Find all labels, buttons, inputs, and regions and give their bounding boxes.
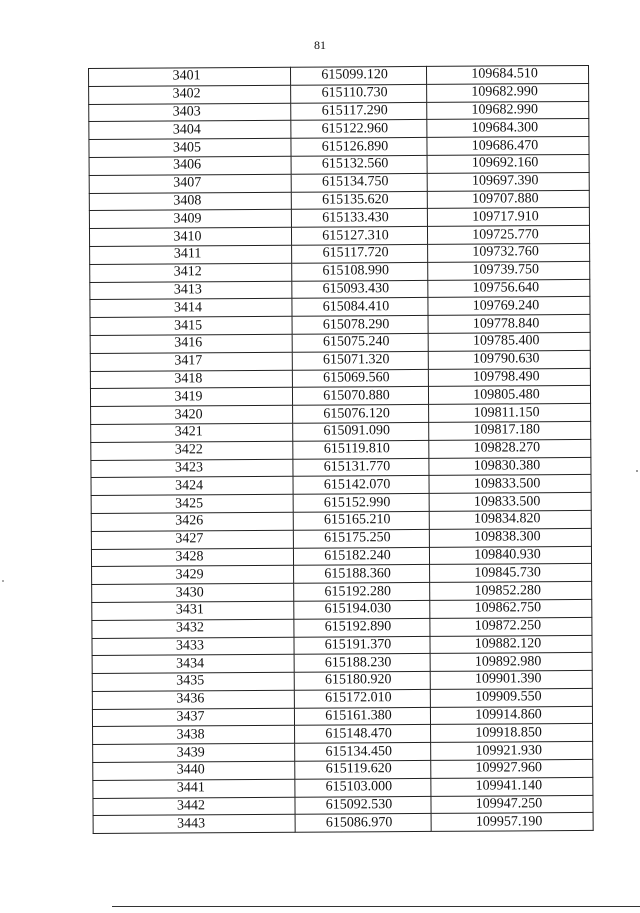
y-coordinate-cell: 109717.910 — [427, 208, 589, 227]
point-number-cell: 3419 — [90, 388, 292, 407]
x-coordinate-cell: 615119.620 — [295, 760, 431, 779]
point-number-cell: 3425 — [91, 494, 293, 513]
y-coordinate-cell: 109892.980 — [430, 653, 592, 672]
x-coordinate-cell: 615110.730 — [291, 84, 427, 103]
point-number-cell: 3441 — [93, 779, 295, 798]
point-number-cell: 3416 — [90, 334, 292, 353]
x-coordinate-cell: 615192.890 — [294, 618, 430, 637]
point-number-cell: 3437 — [92, 708, 294, 727]
x-coordinate-cell: 615084.410 — [292, 298, 428, 317]
y-coordinate-cell: 109686.470 — [427, 137, 589, 156]
x-coordinate-cell: 615135.620 — [291, 191, 427, 210]
scan-speck — [636, 470, 638, 472]
point-number-cell: 3428 — [91, 548, 293, 567]
point-number-cell: 3433 — [92, 637, 294, 656]
x-coordinate-cell: 615076.120 — [293, 405, 429, 424]
point-number-cell: 3424 — [91, 477, 293, 496]
point-number-cell: 3436 — [92, 690, 294, 709]
y-coordinate-cell: 109756.640 — [428, 279, 590, 298]
y-coordinate-cell: 109840.930 — [429, 546, 591, 565]
point-number-cell: 3401 — [89, 67, 291, 86]
y-coordinate-cell: 109845.730 — [430, 564, 592, 583]
y-coordinate-cell: 109778.840 — [428, 315, 590, 334]
y-coordinate-cell: 109811.150 — [429, 404, 591, 423]
point-number-cell: 3429 — [92, 566, 294, 585]
point-number-cell: 3421 — [91, 423, 293, 442]
x-coordinate-cell: 615117.290 — [291, 102, 427, 121]
point-number-cell: 3430 — [92, 583, 294, 602]
y-coordinate-cell: 109838.300 — [429, 528, 591, 547]
x-coordinate-cell: 615103.000 — [295, 778, 431, 797]
point-number-cell: 3412 — [90, 263, 292, 282]
point-number-cell: 3414 — [90, 299, 292, 318]
y-coordinate-cell: 109828.270 — [429, 439, 591, 458]
x-coordinate-cell: 615119.810 — [293, 440, 429, 459]
x-coordinate-cell: 615180.920 — [294, 672, 430, 691]
x-coordinate-cell: 615133.430 — [291, 209, 427, 228]
point-number-cell: 3413 — [90, 281, 292, 300]
point-number-cell: 3438 — [93, 726, 295, 745]
point-number-cell: 3434 — [92, 655, 294, 674]
x-coordinate-cell: 615188.230 — [294, 654, 430, 673]
x-coordinate-cell: 615086.970 — [295, 814, 431, 833]
y-coordinate-cell: 109684.510 — [426, 65, 588, 84]
x-coordinate-cell: 615152.990 — [293, 494, 429, 513]
y-coordinate-cell: 109769.240 — [428, 297, 590, 316]
point-number-cell: 3407 — [89, 174, 291, 193]
point-number-cell: 3440 — [93, 761, 295, 780]
x-coordinate-cell: 615091.090 — [293, 422, 429, 441]
x-coordinate-cell: 615191.370 — [294, 636, 430, 655]
y-coordinate-cell: 109882.120 — [430, 635, 592, 654]
x-coordinate-cell: 615182.240 — [293, 547, 429, 566]
point-number-cell: 3405 — [89, 138, 291, 157]
y-coordinate-cell: 109852.280 — [430, 582, 592, 601]
page-number: 81 — [314, 38, 326, 52]
y-coordinate-cell: 109901.390 — [430, 671, 592, 690]
x-coordinate-cell: 615122.960 — [291, 120, 427, 139]
x-coordinate-cell: 615070.880 — [292, 387, 428, 406]
y-coordinate-cell: 109798.490 — [428, 368, 590, 387]
y-coordinate-cell: 109684.300 — [427, 119, 589, 138]
x-coordinate-cell: 615069.560 — [292, 369, 428, 388]
point-number-cell: 3423 — [91, 459, 293, 478]
x-coordinate-cell: 615071.320 — [292, 351, 428, 370]
y-coordinate-cell: 109834.820 — [429, 510, 591, 529]
y-coordinate-cell: 109739.750 — [428, 261, 590, 280]
y-coordinate-cell: 109921.930 — [431, 742, 593, 761]
y-coordinate-cell: 109957.190 — [431, 813, 593, 832]
y-coordinate-cell: 109707.880 — [427, 190, 589, 209]
point-number-cell: 3408 — [89, 192, 291, 211]
x-coordinate-cell: 615175.250 — [293, 529, 429, 548]
coordinate-table-wrapper — [88, 65, 593, 834]
y-coordinate-cell: 109785.400 — [428, 332, 590, 351]
y-coordinate-cell: 109941.140 — [431, 777, 593, 796]
x-coordinate-cell: 615131.770 — [293, 458, 429, 477]
y-coordinate-cell: 109914.860 — [430, 706, 592, 725]
x-coordinate-cell: 615188.360 — [294, 565, 430, 584]
point-number-cell: 3418 — [90, 370, 292, 389]
point-number-cell: 3435 — [92, 672, 294, 691]
x-coordinate-cell: 615075.240 — [292, 333, 428, 352]
coordinate-table — [88, 65, 594, 834]
x-coordinate-cell: 615134.750 — [291, 173, 427, 192]
bottom-rule — [112, 906, 640, 907]
x-coordinate-cell: 615148.470 — [295, 725, 431, 744]
point-number-cell: 3426 — [91, 512, 293, 531]
y-coordinate-cell: 109927.960 — [431, 760, 593, 779]
y-coordinate-cell: 109947.250 — [431, 795, 593, 814]
y-coordinate-cell: 109790.630 — [428, 350, 590, 369]
y-coordinate-cell: 109830.380 — [429, 457, 591, 476]
y-coordinate-cell: 109692.160 — [427, 154, 589, 173]
scan-speck — [2, 580, 4, 582]
point-number-cell: 3406 — [89, 156, 291, 175]
x-coordinate-cell: 615172.010 — [294, 689, 430, 708]
y-coordinate-cell: 109817.180 — [429, 421, 591, 440]
y-coordinate-cell: 109833.500 — [429, 493, 591, 512]
point-number-cell: 3439 — [93, 744, 295, 763]
x-coordinate-cell: 615117.720 — [292, 244, 428, 263]
y-coordinate-cell: 109833.500 — [429, 475, 591, 494]
table-row — [93, 813, 593, 834]
point-number-cell: 3427 — [91, 530, 293, 549]
x-coordinate-cell: 615132.560 — [291, 155, 427, 174]
point-number-cell: 3402 — [89, 85, 291, 104]
y-coordinate-cell: 109805.480 — [428, 386, 590, 405]
point-number-cell: 3432 — [92, 619, 294, 638]
y-coordinate-cell: 109682.990 — [427, 83, 589, 102]
y-coordinate-cell: 109732.760 — [428, 243, 590, 262]
point-number-cell: 3410 — [89, 227, 291, 246]
point-number-cell: 3415 — [90, 316, 292, 335]
x-coordinate-cell: 615078.290 — [292, 316, 428, 335]
x-coordinate-cell: 615099.120 — [290, 66, 426, 85]
x-coordinate-cell: 615192.280 — [294, 583, 430, 602]
x-coordinate-cell: 615093.430 — [292, 280, 428, 299]
x-coordinate-cell: 615161.380 — [294, 707, 430, 726]
y-coordinate-cell: 109682.990 — [427, 101, 589, 120]
point-number-cell: 3431 — [92, 601, 294, 620]
point-number-cell: 3442 — [93, 797, 295, 816]
point-number-cell: 3404 — [89, 121, 291, 140]
point-number-cell: 3403 — [89, 103, 291, 122]
point-number-cell: 3420 — [91, 405, 293, 424]
x-coordinate-cell: 615126.890 — [291, 138, 427, 157]
y-coordinate-cell: 109918.850 — [431, 724, 593, 743]
point-number-cell: 3422 — [91, 441, 293, 460]
x-coordinate-cell: 615127.310 — [291, 227, 427, 246]
x-coordinate-cell: 615134.450 — [295, 743, 431, 762]
y-coordinate-cell: 109909.550 — [430, 688, 592, 707]
point-number-cell: 3409 — [89, 210, 291, 229]
x-coordinate-cell: 615194.030 — [294, 600, 430, 619]
point-number-cell: 3417 — [90, 352, 292, 371]
point-number-cell: 3411 — [90, 245, 292, 264]
x-coordinate-cell: 615165.210 — [293, 511, 429, 530]
y-coordinate-cell: 109862.750 — [430, 599, 592, 618]
x-coordinate-cell: 615142.070 — [293, 476, 429, 495]
y-coordinate-cell: 109697.390 — [427, 172, 589, 191]
x-coordinate-cell: 615108.990 — [292, 262, 428, 281]
point-number-cell: 3443 — [93, 815, 295, 834]
x-coordinate-cell: 615092.530 — [295, 796, 431, 815]
table-body — [89, 65, 594, 833]
y-coordinate-cell: 109725.770 — [427, 226, 589, 245]
y-coordinate-cell: 109872.250 — [430, 617, 592, 636]
